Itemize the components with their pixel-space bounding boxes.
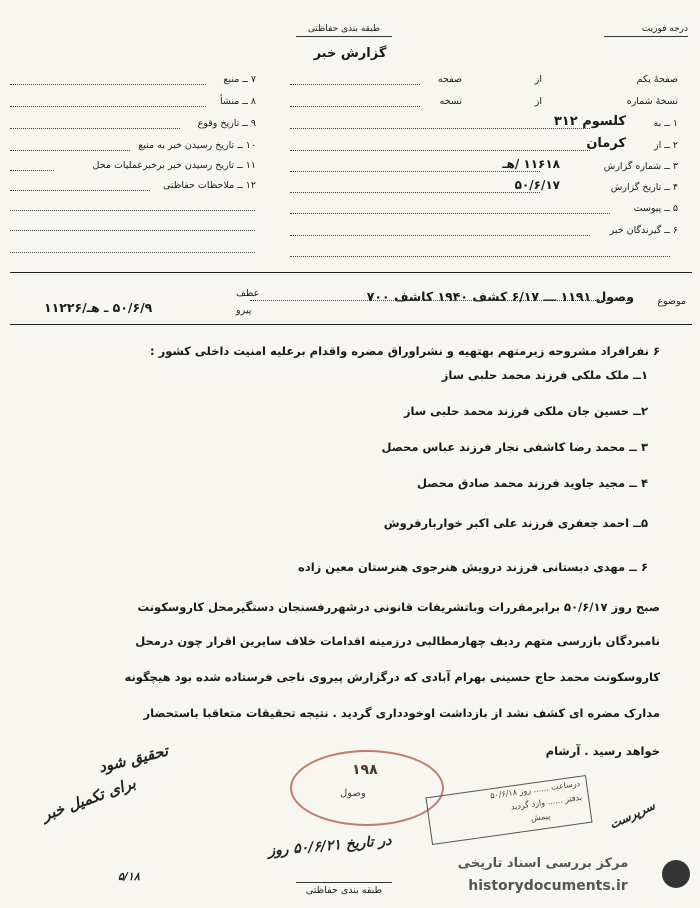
registration-stamp — [425, 775, 592, 845]
body-line-intro: ۶ نفرافراد مشروحه زیرمتهم بهتهیه و نشراوراق مضره واقدام برعلیه امنیت داخلی کشور : — [150, 344, 660, 358]
field-source-received-line — [10, 150, 130, 151]
from-label: ۲ ــ از — [654, 140, 678, 151]
handwritten-note-2: برای تکمیل خبر — [39, 773, 139, 825]
subject-line — [250, 300, 630, 301]
body-line-paragraph-2: نامبردگان بازرسی متهم ردیف چهارمطالبی درزمینه اقدامات خلاف سایرین اقرار چون درمحل — [135, 634, 660, 648]
from-line — [290, 150, 590, 151]
from-value: کرمان — [586, 136, 626, 151]
registration-stamp-line-3: پیمش — [530, 811, 551, 823]
copy-number-label: نسخهٔ شماره — [626, 96, 678, 107]
reference-atf-label: عطف — [236, 288, 260, 299]
watermark-logo-icon — [662, 860, 690, 888]
field-security-notes: ۱۲ ــ ملاحظات حفاظتی — [162, 180, 256, 191]
report-date-line — [290, 192, 540, 193]
footer-classification-label: طبقه بندی حفاظتی — [296, 882, 392, 896]
field-origin: ۸ ــ منشأ — [219, 96, 256, 107]
report-number-line — [290, 171, 540, 172]
field-extra-line-1 — [10, 210, 255, 211]
to-label: ۱ ــ به — [653, 118, 678, 129]
field-source-line — [10, 84, 206, 85]
handwritten-note-date: ۵/۱۸ — [118, 870, 140, 883]
field-security-notes-line — [10, 190, 150, 191]
handwritten-note-1: تحقیق شود — [96, 741, 170, 777]
report-number-value: ۱۱۶۱۸ /هـ — [502, 157, 560, 171]
copy-suffix-label: نسخه — [439, 96, 462, 107]
subject-label: موضوع — [657, 296, 686, 307]
report-date-label: ۴ ــ تاریخ گزارش — [610, 182, 678, 193]
report-date-value: ۵۰/۶/۱۷ — [514, 178, 560, 192]
field-source-received-date: ۱۰ ــ تاریخ رسیدن خبر به منبع — [138, 140, 256, 151]
page-number-label: صفحهٔ یکم — [636, 74, 678, 85]
watermark-text-en: historydocuments.ir — [468, 878, 628, 894]
copy-from-label: از — [534, 96, 542, 107]
body-line-person-2: ۲ــ حسین جان ملکی فرزند محمد حلبی ساز — [403, 404, 648, 418]
page-from-label: از — [534, 74, 542, 85]
registration-stamp-line-1: درساعت ...... روز ۵۰/۶/۱۸ — [489, 778, 581, 801]
attachment-label: ۵ ــ پیوست — [633, 203, 678, 214]
to-value: کلسوم ۳۱۲ — [553, 114, 626, 129]
received-stamp-number: ۱۹۸ — [352, 762, 378, 778]
field-occurrence-line — [10, 128, 180, 129]
body-line-paragraph-3: کاروسکونت محمد حاج حسینی بهرام آبادی که درگزارش پیروی ناجی فرستاده شده بود هیچگونه — [124, 670, 660, 684]
body-line-person-3: ۳ ــ محمد رضا کاشفی نجار فرزند عباس محصل — [381, 440, 648, 454]
reference-peyro-label: پیرو — [236, 305, 252, 316]
recipients-label: ۶ ــ گیرندگان خبر — [609, 225, 678, 236]
body-line-paragraph-4: مدارک مضره ای کشف نشد از بازداشت اوخودداری گردید . نتیجه تحقیقات متعاقبا باستحضار — [143, 706, 660, 720]
page-suffix-label: صفحه — [437, 74, 462, 85]
copy-line — [290, 106, 420, 107]
field-origin-line — [10, 106, 206, 107]
recipients-line — [290, 235, 590, 236]
subject-value: وصول ۱۱۹۱ ـــ ۶/۱۷ کشف ۱۹۴۰ کاشف ۷۰۰ — [366, 289, 634, 304]
field-occurrence-date: ۹ ــ تاریخ وقوع — [197, 118, 256, 129]
subject-divider — [10, 324, 692, 325]
handwritten-note-bottom: در تاریخ ۵۰/۶/۲۱ روز — [267, 832, 393, 860]
body-line-person-6: ۶ ــ مهدی دبستانی فرزند درویش هنرجوی هنرستان معین زاده — [298, 560, 648, 574]
header-divider — [10, 272, 692, 273]
field-extra-line-3 — [10, 252, 255, 253]
registration-stamp-line-2: بدفتر ...... وارد گردید — [510, 792, 583, 812]
received-stamp-label: وصول — [340, 788, 366, 799]
field-source: ۷ ــ منبع — [223, 74, 256, 85]
to-line — [290, 128, 590, 129]
report-number-label: ۳ ــ شماره گزارش — [603, 161, 678, 172]
attachment-line — [290, 213, 610, 214]
classification-label: طبقه بندی حفاظتی — [296, 22, 392, 37]
body-line-paragraph-5: خواهد رسید . آرشام — [545, 744, 660, 758]
urgency-label: درجه فوریت — [604, 22, 688, 37]
reference-value: ۵۰/۶/۹ ـ هـ/۱۱۲۲۶ — [44, 300, 153, 315]
handwritten-note-right: سرپرست — [607, 798, 658, 832]
field-ops-received-date: ۱۱ ــ تاریخ رسیدن خبر برخبرعملیات محل — [92, 160, 256, 171]
body-line-person-5: ۵ــ احمد جعفری فرزند علی اکبر خواربارفروش — [383, 516, 648, 530]
document-title: گزارش خبر — [313, 46, 387, 61]
body-line-person-1: ۱ــ ملک ملکی فرزند محمد حلبی ساز — [441, 368, 648, 382]
body-line-paragraph-1: صبح روز ۵۰/۶/۱۷ برابرمقررات وباتشریفات قانونی درشهررفسنجان دستگیرمحل کاروسکونت — [137, 600, 660, 614]
field-ops-received-line — [10, 170, 54, 171]
field-extra-line-2 — [10, 230, 255, 231]
page-line — [290, 84, 420, 85]
recipients-line-2 — [290, 256, 670, 257]
body-line-person-4: ۴ ــ مجید جاوید فرزند محمد صادق محصل — [416, 476, 648, 490]
watermark-text-fa: مرکز بررسی اسناد تاریخی — [457, 856, 629, 871]
